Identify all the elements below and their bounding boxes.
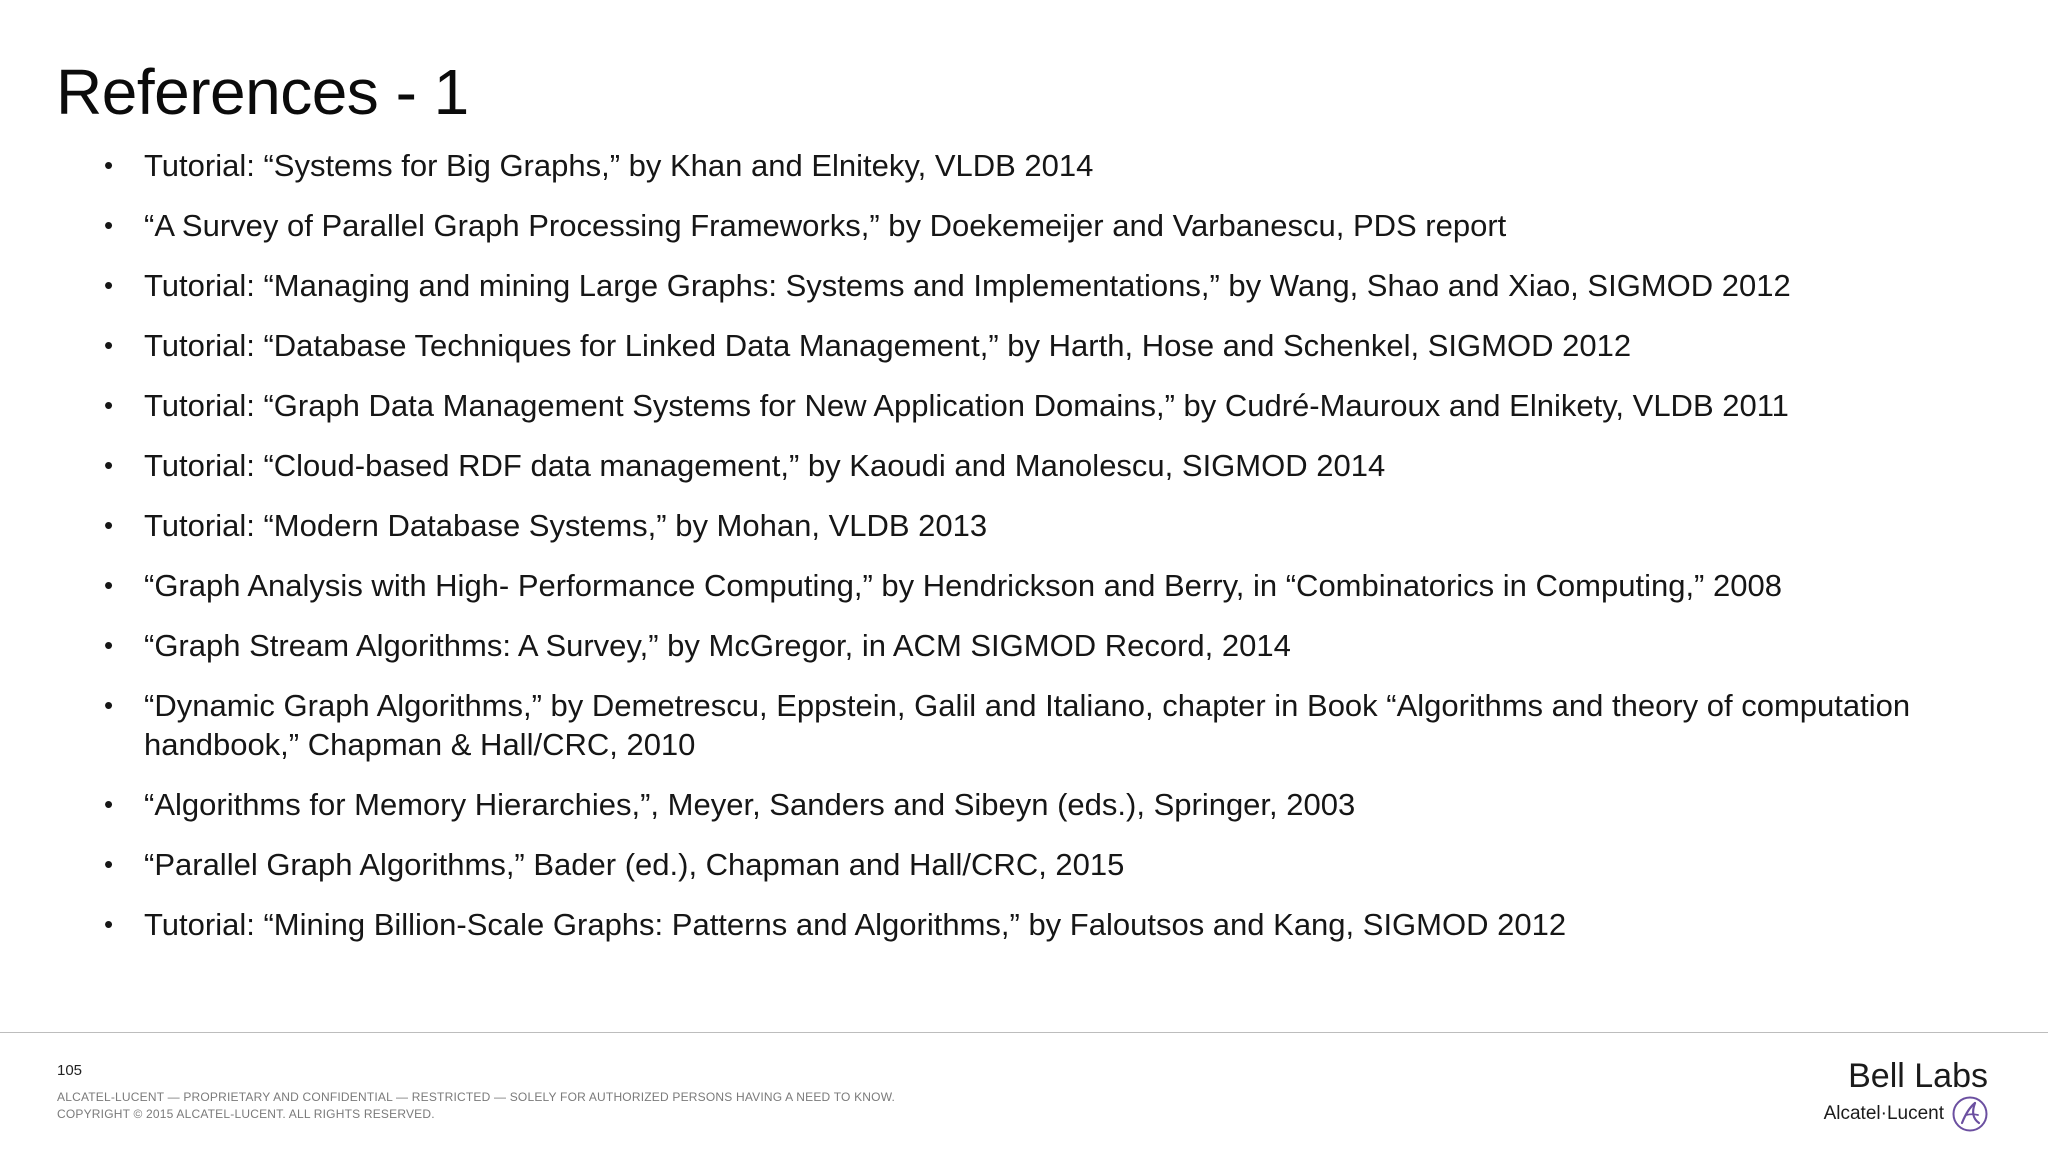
logo-bell-labs-text: Bell Labs [1848,1057,1988,1095]
bell-labs-logo [1768,1056,1988,1130]
bullet-icon: • [104,909,114,939]
bullet-icon: • [104,390,114,420]
reference-list [104,146,1964,965]
reference-item [104,506,1964,545]
reference-item [104,146,1964,185]
reference-item [104,386,1964,425]
bullet-icon: • [104,849,114,879]
reference-item [104,905,1964,944]
footer-divider [0,1032,2048,1033]
page-number: 105 [57,1062,83,1079]
reference-text: “A Survey of Parallel Graph Processing Frameworks,” by Doekemeijer and Varbanescu, PDS report [144,208,1507,243]
reference-text: Tutorial: “Systems for Big Graphs,” by Khan and Elniteky, VLDB 2014 [144,148,1094,183]
reference-item [104,785,1964,824]
reference-text: Tutorial: “Mining Billion-Scale Graphs: Patterns and Algorithms,” by Faloutsos and Kang, SIGMOD 2012 [144,907,1567,942]
reference-item [104,566,1964,605]
alcatel-lucent-logo-icon [1952,1096,1988,1132]
reference-item [104,326,1964,365]
logo-alcatel-lucent-text: Alcatel·Lucent [1823,1103,1944,1124]
reference-item [104,446,1964,485]
legal-line-copyright: COPYRIGHT © 2015 ALCATEL-LUCENT. ALL RIGHTS RESERVED. [57,1107,435,1121]
legal-notice [57,1089,895,1123]
bullet-icon: • [104,690,114,720]
bullet-icon: • [104,270,114,300]
bullet-icon: • [104,789,114,819]
reference-text: Tutorial: “Managing and mining Large Graphs: Systems and Implementations,” by Wang, Shao and Xiao, SIGMOD 2012 [144,268,1791,303]
bullet-icon: • [104,570,114,600]
reference-text: Tutorial: “Database Techniques for Linked Data Management,” by Harth, Hose and Schenkel, SIGMOD 2012 [144,328,1632,363]
reference-text: “Graph Analysis with High- Performance Computing,” by Hendrickson and Berry, in “Combinatorics in Computing,” 2008 [144,568,1782,603]
reference-item [104,626,1964,665]
bullet-icon: • [104,450,114,480]
reference-text: Tutorial: “Graph Data Management Systems for New Application Domains,” by Cudré-Mauroux and Elnikety, VLDB 2011 [144,388,1789,423]
bullet-icon: • [104,510,114,540]
reference-text: “Dynamic Graph Algorithms,” by Demetrescu, Eppstein, Galil and Italiano, chapter in Book “Algorithms and theory of computation handbook,” Chapman & Hall/CRC, 2010 [144,688,1911,762]
reference-text: “Algorithms for Memory Hierarchies,”, Meyer, Sanders and Sibeyn (eds.), Springer, 2003 [144,787,1356,822]
reference-text: “Parallel Graph Algorithms,” Bader (ed.), Chapman and Hall/CRC, 2015 [144,847,1125,882]
bullet-icon: • [104,150,114,180]
reference-item [104,266,1964,305]
bullet-icon: • [104,630,114,660]
legal-line-confidential: ALCATEL-LUCENT — PROPRIETARY AND CONFIDENTIAL — RESTRICTED — SOLELY FOR AUTHORIZED PERSONS HAVING A NEED TO KNOW. [57,1090,896,1104]
reference-text: Tutorial: “Cloud-based RDF data management,” by Kaoudi and Manolescu, SIGMOD 2014 [144,448,1386,483]
bullet-icon: • [104,330,114,360]
reference-item [104,206,1964,245]
reference-item [104,845,1964,884]
reference-text: “Graph Stream Algorithms: A Survey,” by McGregor, in ACM SIGMOD Record, 2014 [144,628,1291,663]
reference-item [104,686,1964,764]
bullet-icon: • [104,210,114,240]
slide-title: References - 1 [56,56,469,128]
reference-text: Tutorial: “Modern Database Systems,” by Mohan, VLDB 2013 [144,508,988,543]
